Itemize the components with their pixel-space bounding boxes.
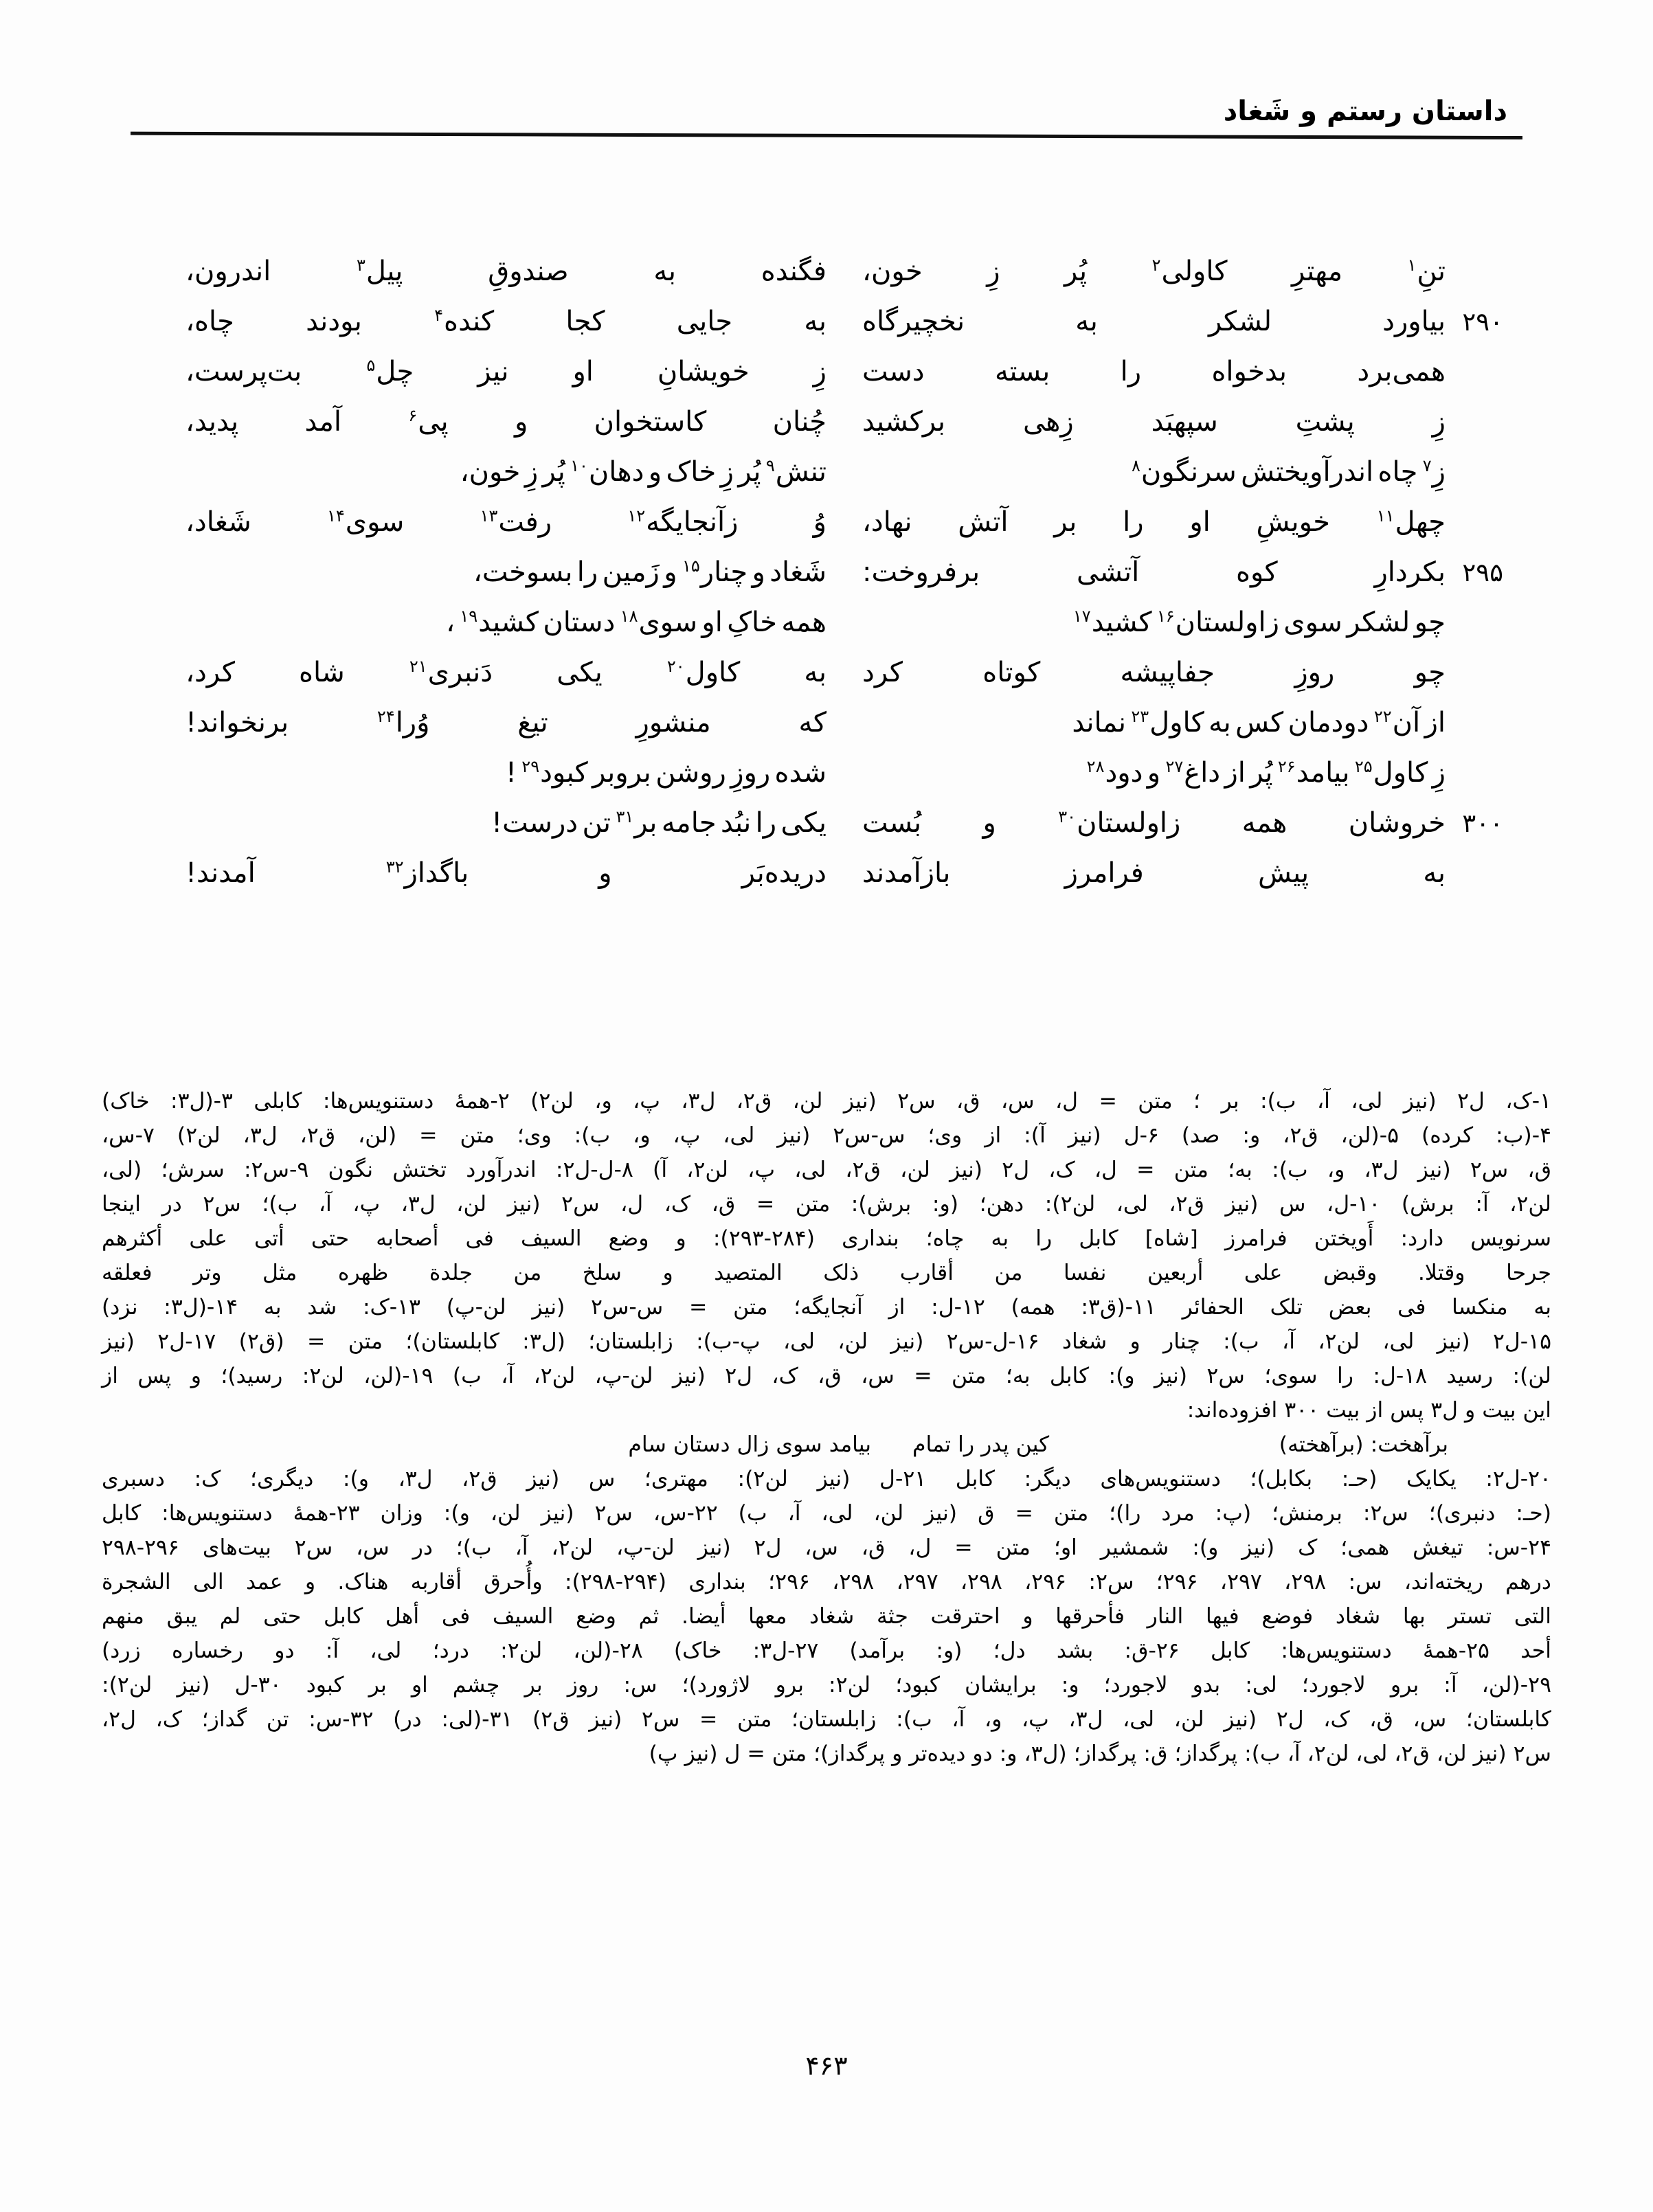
verse-word: کنده$^۴$ — [434, 305, 495, 337]
verse-word: چُنان — [772, 406, 826, 438]
hemistich — [185, 606, 826, 638]
hemistich — [862, 455, 1446, 488]
footnote-marker: ۶ — [408, 405, 418, 425]
verse-word: داغ$^{۲۷}$ — [1165, 756, 1221, 789]
verse-word: دست — [862, 356, 925, 387]
verse-word: چاه — [1378, 456, 1418, 488]
hemistich-second — [185, 305, 826, 337]
verse-word: زِ — [1432, 406, 1446, 438]
footnote-marker: ۱۱ — [1376, 506, 1395, 526]
hemistich-first — [826, 606, 1503, 638]
couplet — [185, 756, 1503, 809]
inserted-couplet-note: برآهخت: (برآهخته) — [1279, 1432, 1448, 1457]
couplet — [185, 405, 1503, 458]
verse-word: به — [1208, 707, 1231, 738]
inserted-couplet-left-hemistich — [871, 1427, 1448, 1462]
verse-word: برنخواند! — [185, 707, 289, 738]
verse-word: وُرا$^{۲۴}$ — [376, 706, 430, 738]
verse-word: لشکر — [1208, 306, 1272, 337]
verse-word: ، — [446, 607, 455, 638]
verse-word: زِ — [720, 456, 734, 488]
verse-word: همی‌برد — [1357, 356, 1446, 387]
footnote-marker: ۱ — [1407, 255, 1417, 275]
verse-word: زآنجایگه$^{۱۲}$ — [627, 506, 739, 538]
verse-word: کاولی$^۲$ — [1151, 255, 1228, 287]
verse-word: پُر — [1064, 256, 1088, 287]
verse-word: پُر — [738, 456, 761, 488]
verse-word: درست! — [491, 807, 578, 839]
verse-word: از — [1424, 707, 1446, 738]
verse-word: و — [598, 857, 612, 889]
verse-word: زِهی — [1022, 406, 1074, 438]
verse-word: تیغ — [517, 707, 548, 738]
verse-word: کرد — [862, 657, 903, 688]
verse-word: او — [701, 607, 723, 638]
verse-word: کس — [1235, 707, 1284, 738]
hemistich-first — [826, 806, 1503, 839]
verse-word: خون، — [460, 456, 521, 488]
apparatus-line: ۱۵-ل۲ (نیز لی، لن۲، آ، ب): چنار و شغاد ۱۶-ل-س۲ (نیز لن، لی، پ-ب): زابلستان؛ (ل۳: کابلستان)؛ متن = (ق۲) ۱۷-ل۲ (نیز — [102, 1329, 1552, 1354]
footnote-marker: ۲۹ — [521, 756, 540, 776]
apparatus-line: درهم ریخته‌اند، س: ۲۹۸، ۲۹۷، ۲۹۶؛ س۲: ۲۹۶، ۲۹۸، ۲۹۷، ۲۹۸، ۲۹۶؛ بنداری (۲۹۴-۲۹۸): وأُحرق أقاربه هناک. و عمد الی الشجرة — [102, 1570, 1551, 1594]
footnote-marker: ۱۲ — [627, 506, 646, 526]
running-head-title: داستان رستم و شَغاد — [1223, 95, 1507, 127]
verse-word: و — [1147, 757, 1161, 789]
couplet — [185, 558, 1503, 609]
footnote-marker: ۲۸ — [1086, 756, 1105, 776]
hemistich-first — [826, 255, 1503, 287]
verse-word: همه — [781, 607, 826, 638]
hemistich — [862, 806, 1446, 839]
verse-word: را — [755, 807, 777, 839]
verse-word: چل$^۵$ — [366, 355, 414, 387]
couplet — [185, 859, 1503, 910]
hemistich-second — [185, 656, 826, 688]
hemistich — [185, 656, 826, 688]
verse-word: دستان — [543, 607, 616, 638]
verse-word: پدید، — [185, 406, 239, 438]
hemistich-first — [826, 358, 1503, 385]
verse-word: بازآمدند — [862, 857, 951, 889]
verse-word: زِ$^۷$ — [1422, 455, 1446, 488]
verse-word: شَغاد، — [185, 506, 251, 538]
running-head-rule — [131, 132, 1522, 139]
verse-word: دهان$^{۱۰}$ — [570, 455, 644, 488]
apparatus-line: ۴-(ب: کرده) ۵-(لن، ق۲، و: صد) ۶-ل (نیز آ): از وی؛ س-س۲ (نیز لی، پ، و، ب): وی؛ متن = (لن، ق۲، ل۳، لن۲) ۷-س، — [102, 1123, 1551, 1148]
verse-word: خروشان — [1348, 807, 1446, 839]
verse-word: بروبر — [592, 757, 651, 789]
apparatus-line: ق، س۲ (نیز ل۳، و، ب): به؛ متن = ل، ک، ل۲ (نیز لن، ق۲، لی، پ، لن۲، آ) ۸-ل-ل۲: اندرآورد تختش نگون ۹-س۲: سرش؛ (لی، — [102, 1158, 1552, 1182]
verse-word: کشید$^{۱۷}$ — [1072, 606, 1152, 638]
apparatus-line: س۲ (نیز لن، ق۲، لی، لن۲، آ، ب): پرگداز؛ ق: پرگداز؛ (ل۳، و: دو دیده‌تر و پرگداز)؛ متن = ل (نیز پ) — [649, 1741, 1551, 1766]
footnote-marker: ۳۲ — [385, 857, 404, 877]
verse-word: کوه — [1236, 556, 1278, 588]
verse-word: شَغاد — [769, 556, 826, 588]
verse-word: پُر — [542, 456, 565, 488]
verse-word: چاه، — [185, 306, 234, 337]
verse-line-number: ۲۹۵ — [1462, 558, 1503, 587]
hemistich-second — [185, 255, 826, 287]
verse-word: زِ — [1432, 757, 1446, 789]
footnote-marker: ۵ — [366, 355, 376, 375]
couplet — [185, 656, 1503, 709]
hemistich — [185, 558, 826, 586]
verse-word: زِ — [987, 256, 1000, 287]
apparatus-line: جرحا وقتلا. وقبض علی أربعین نفسا من أقارب ذلک المتصید و سلخ من جلدة ظهره مثل وتر فعلقه — [102, 1261, 1551, 1285]
hemistich — [862, 255, 1446, 287]
verse-word: را — [1120, 356, 1142, 387]
verse-word: آن$^{۲۲}$ — [1373, 706, 1421, 738]
hemistich — [862, 358, 1446, 385]
verse-word: مهترِ — [1292, 256, 1343, 287]
couplet — [185, 606, 1503, 659]
couplet — [185, 508, 1503, 558]
footnote-marker: ۳ — [357, 255, 366, 275]
verse-word: چنار$^{۱۵}$ — [682, 556, 748, 588]
apparatus-line: سرنویس دارد: أَویختن فرامرز [شاه] کابل را به چاه؛ بنداری (۲۸۴-۲۹۳): و وضع السیف فی أصحابه حتی أتی علی أکثرهم — [102, 1226, 1551, 1251]
hemistich-first — [826, 508, 1503, 536]
footnote-marker: ۲۵ — [1354, 756, 1373, 776]
verse-word: بت‌پرست، — [185, 356, 302, 387]
verse-word: نیز — [477, 356, 509, 387]
footnote-marker: ۲ — [1151, 255, 1161, 275]
footnote-marker: ۲۰ — [666, 656, 685, 676]
hemistich — [185, 706, 826, 738]
verse-word: به — [804, 306, 826, 337]
verse-word: دَنبری$^{۲۱}$ — [409, 656, 493, 688]
verse-word: بسته — [994, 356, 1050, 387]
hemistich-second — [185, 706, 826, 738]
verse-word: بدخواه — [1211, 356, 1287, 387]
hemistich-first — [826, 455, 1503, 488]
verse-word: تنِ$^۱$ — [1407, 255, 1446, 287]
footnote-marker: ۴ — [434, 305, 444, 325]
verse-word: بکردارِ — [1374, 556, 1446, 588]
footnote-marker: ۳۱ — [616, 806, 634, 826]
verse-word: جایی — [676, 306, 733, 337]
verse-word: پی$^۶$ — [408, 405, 449, 438]
hemistich — [185, 806, 826, 839]
hemistich — [185, 859, 826, 887]
verse-word: یکی — [780, 807, 826, 839]
apparatus-line: این بیت و ل۳ پس از بیت ۳۰۰ افزوده‌اند: — [1187, 1398, 1551, 1423]
hemistich-second — [185, 405, 826, 438]
apparatus-line: ۲۰-ل۲: یکایک (حـ: بکابل)؛ دستنویس‌های دیگر: کابل ۲۱-ل (نیز لن۲): مهتری؛ س (نیز ق۲، ل۳، و): دیگری؛ ک: دسبری — [102, 1467, 1551, 1491]
verse-word: ! — [505, 757, 517, 789]
hemistich-first — [826, 859, 1503, 887]
apparatus-inserted-couplet — [102, 1427, 1551, 1462]
apparatus-line: ۲۴-س: تیغش همی؛ ک (نیز و): شمشیر او؛ متن = ل، ق، س، ل۲ (نیز لن-پ، لن۲، آ، ب)؛ در س، س۲ بیت‌های ۲۹۶-۲۹۸ — [102, 1535, 1551, 1560]
hemistich-first — [826, 408, 1503, 436]
footnote-marker: ۱۷ — [1072, 606, 1091, 626]
hemistich-second — [185, 455, 826, 488]
footnote-marker: ۱۵ — [682, 556, 700, 576]
footnote-marker: ۹ — [765, 455, 775, 475]
hemistich — [862, 308, 1446, 335]
verse-word: به — [804, 657, 826, 688]
verse-word: سپهبَد — [1151, 406, 1218, 438]
footnote-marker: ۱۴ — [327, 506, 345, 526]
verse-word: به — [1075, 306, 1098, 337]
hemistich-first — [826, 558, 1503, 586]
verse-word: چو — [1414, 607, 1446, 638]
hemistich-first — [826, 756, 1503, 789]
verse-word: خویشِ — [1256, 506, 1331, 538]
verse-word: روشن — [655, 757, 726, 789]
hemistich-second — [185, 859, 826, 887]
verse-word: چو — [1414, 657, 1446, 688]
hemistich — [862, 558, 1446, 586]
verse-word: زِ — [813, 356, 826, 387]
verse-word: بُست — [862, 807, 922, 839]
verse-word: منشورِ — [636, 707, 711, 738]
hemistich-first — [826, 659, 1503, 686]
verse-word: آتشی — [1076, 556, 1140, 588]
hemistich-second — [185, 558, 826, 586]
hemistich — [862, 508, 1446, 536]
couplet — [185, 305, 1503, 358]
apparatus-line: ۲۹-(لن، آ: برو لاجورد؛ لی: بدو لاجورد؛ و: برایشان کبود؛ لن۲: برو لاژورد)؛ س: روز بر چشم او بر کبود ۳۰-ل (نیز لن۲): — [102, 1673, 1551, 1697]
hemistich-second — [185, 508, 826, 536]
verse-word: باگداز$^{۳۲}$ — [385, 857, 469, 889]
verse-word: کرد، — [185, 657, 235, 688]
inserted-couplet-left-text: بیامد سوی زال دستان سام — [628, 1432, 871, 1457]
apparatus-part-two — [102, 1462, 1551, 1771]
verse-word: بیاورد — [1382, 306, 1446, 337]
verse-word: خویشانِ — [657, 356, 750, 387]
hemistich — [862, 706, 1446, 738]
verse-word: دود$^{۲۸}$ — [1086, 756, 1143, 789]
footnote-marker: ۲۴ — [376, 706, 395, 726]
verse-word: زاولستان$^{۳۰}$ — [1058, 806, 1181, 839]
verse-word: را — [576, 556, 598, 588]
hemistich — [185, 756, 826, 789]
hemistich — [185, 455, 826, 488]
verse-word: و — [664, 556, 677, 588]
verse-word: تنش$^۹$ — [765, 455, 826, 488]
apparatus-line: أحد ۲۵-همهٔ دستنویس‌ها: کابل ۲۶-ق: بشد دل؛ (و: برآمد) ۲۷-ل۳: خاک) ۲۸-(لن، لن۲: درد؛ لی، آ: دو رخساره زرد) — [102, 1638, 1551, 1663]
verse-word: جفاپیشه — [1120, 657, 1215, 688]
verse-word: و — [982, 807, 996, 839]
verse-word: و — [514, 406, 528, 438]
verse-word: کوتاه — [982, 657, 1041, 688]
critical-apparatus — [102, 1084, 1551, 1771]
couplet — [185, 806, 1503, 859]
hemistich — [185, 255, 826, 287]
inserted-couplet-right-hemistich — [294, 1427, 871, 1462]
hemistich — [862, 859, 1446, 887]
hemistich — [862, 408, 1446, 436]
verse-word: سوی$^{۱۴}$ — [327, 506, 405, 538]
footnote-marker: ۱۸ — [620, 606, 638, 626]
running-head — [131, 96, 1522, 139]
verse-word: روزِ — [730, 757, 771, 789]
verse-word: برفروخت: — [862, 556, 980, 588]
hemistich — [185, 405, 826, 438]
footnote-marker: ۱۶ — [1156, 606, 1175, 626]
verse-word: دودمان — [1287, 707, 1369, 738]
verse-word: زِ — [524, 456, 539, 488]
hemistich-second — [185, 355, 826, 387]
hemistich-second — [185, 606, 826, 638]
apparatus-line: التی تستر بها شغاد فوضع فیها النار فأحرقها و احترقت جثة شغاد معها أیضا. ثم وضع السیف فی أهل کابل حتی لم یبق منهم — [102, 1604, 1551, 1629]
verse-word: خاک — [666, 456, 717, 488]
verse-word: چهل$^{۱۱}$ — [1376, 506, 1446, 538]
apparatus-line: ۱-ک، ل۲ (نیز لی، آ، ب): بر ؛ متن = ل، س، ق، س۲ (نیز لن، ق۲، ل۳، پ، و، لن۲) ۲-همهٔ دستنویس‌ها: کابلی ۳-(ل۳: خاک) — [102, 1089, 1551, 1114]
footnote-marker: ۲۲ — [1373, 706, 1392, 726]
verse-word: برکشید — [862, 406, 946, 438]
verse-word: آمد — [304, 406, 342, 438]
hemistich — [185, 305, 826, 337]
footnote-marker: ۸ — [1131, 455, 1140, 475]
verse-word: پیش — [1257, 857, 1309, 889]
verse-word: وُ — [813, 506, 826, 538]
verse-word: بر$^{۳۱}$ — [616, 806, 657, 839]
hemistich — [862, 659, 1446, 686]
apparatus-part-one — [102, 1084, 1551, 1427]
verse-word: و — [648, 456, 662, 488]
verse-word: بر — [1054, 506, 1077, 538]
verse-word: که — [798, 707, 826, 738]
verse-word: نهاد، — [862, 506, 912, 538]
verse-word: کاول$^{۲۵}$ — [1354, 756, 1428, 789]
verse-word: صندوقِ — [488, 256, 569, 287]
hemistich — [862, 756, 1446, 789]
footnote-marker: ۲۱ — [409, 656, 427, 676]
apparatus-line: (حـ: دنبری)؛ س۲: برمنش؛ (پ: مرد را)؛ متن = ق (نیز لن، لی، آ، ب) ۲۲-س، س۲ (نیز لن، و): وزان ۲۳-همهٔ دستنویس‌ها: کابل — [102, 1501, 1552, 1526]
hemistich-second — [185, 806, 826, 839]
verse-word: جامه — [661, 807, 717, 839]
hemistich-first — [826, 308, 1503, 335]
verse-word: را — [1123, 506, 1144, 538]
verse-word: زَمین — [602, 556, 660, 588]
verse-word: پیل$^۳$ — [357, 255, 403, 287]
verse-word: کاستخوان — [594, 406, 707, 438]
verse-word: به — [1423, 857, 1446, 889]
apparatus-line: به منکسا فی بعض تلک الحفائر ۱۱-(ق۳: همه) ۱۲-ل: از آنجایگه؛ متن = س-س۲ (نیز لن-پ) ۱۳-ک: شد به ۱۴-(ل۳: نزد) — [102, 1295, 1552, 1320]
verse-line-number: ۲۹۰ — [1462, 307, 1503, 337]
verse-word: کاول$^{۲۰}$ — [666, 656, 741, 688]
verse-word: تن — [582, 807, 611, 839]
verse-word: سوی$^{۱۸}$ — [620, 606, 697, 638]
apparatus-line: کابلستان؛ س، ق، ک، ل۲ (نیز لن، لی، ل۳، پ، و، آ، ب): زابلستان؛ متن = س۲ (نیز ق۲) ۳۱-(لی: در) ۳۲-س: تن گداز؛ ک، ل۲، — [102, 1707, 1551, 1732]
verse-word: او — [1189, 506, 1211, 538]
verse-word: نخچیرگاه — [862, 306, 965, 337]
verse-word: دریده‌بَر — [741, 857, 826, 889]
verse-word: کجا — [565, 306, 605, 337]
verse-word: یکی — [556, 657, 603, 688]
apparatus-line: لن۲، آ: برش) ۱۰-ل، س (نیز ق۲، لی، لن۲): دهن؛ (و: برش): متن = ق، ک، ل، س۲ (نیز لن، ل۳، پ، آ، ب)؛ س۲ در اینجا — [102, 1192, 1551, 1217]
verse-word: بودند — [306, 306, 362, 337]
folio-number: ۴۶۳ — [805, 2051, 848, 2081]
footnote-marker: ۳۰ — [1058, 806, 1077, 826]
verse-word: فرامرز — [1064, 857, 1144, 889]
verse-word: سرنگون$^۸$ — [1131, 455, 1237, 488]
verse-word: روزِ — [1294, 657, 1335, 688]
couplet — [185, 706, 1503, 759]
verse-word: خاکِ — [727, 607, 777, 638]
verse-word: فگنده — [761, 256, 826, 287]
verse-word: کبود$^{۲۹}$ — [521, 756, 588, 789]
verse-word: آمدند! — [185, 857, 256, 889]
footnote-marker: ۱۹ — [460, 606, 478, 626]
footnote-marker: ۲۶ — [1277, 756, 1296, 776]
verse-word: پشتِ — [1295, 406, 1355, 438]
inserted-couplet-right-text: کین پدر را تمام — [912, 1432, 1050, 1457]
couplet — [185, 355, 1503, 408]
couplet — [185, 255, 1503, 308]
verse-block — [185, 255, 1503, 910]
verse-word: کشید$^{۱۹}$ — [460, 606, 539, 638]
verse-word: از — [1224, 757, 1246, 789]
hemistich — [185, 508, 826, 536]
hemistich — [185, 355, 826, 387]
verse-word: رفت$^{۱۳}$ — [480, 506, 552, 538]
verse-word: خون، — [862, 256, 923, 287]
hemistich-first — [826, 706, 1503, 738]
verse-word: کاول$^{۲۳}$ — [1131, 706, 1204, 738]
apparatus-line: لن): رسید ۱۸-ل: را سوی؛ س۲ (نیز و): کابل به؛ متن = س، ق، ک، ل۲ (نیز لن-پ، لن۲، آ، ب) ۱۹-(لن، لن۲: رسید)؛ و پس از — [102, 1364, 1551, 1388]
footnote-marker: ۲۳ — [1131, 706, 1149, 726]
verse-word: بیامد$^{۲۶}$ — [1277, 756, 1350, 789]
hemistich-second — [185, 756, 826, 789]
verse-word: همه — [1241, 807, 1287, 839]
verse-word: اندرون، — [185, 256, 271, 287]
footnote-marker: ۷ — [1422, 455, 1432, 475]
couplet — [185, 455, 1503, 508]
hemistich — [862, 606, 1446, 638]
verse-word: زاولستان$^{۱۶}$ — [1156, 606, 1279, 638]
verse-word: بسوخت، — [473, 556, 573, 588]
verse-word: شاه — [299, 657, 345, 688]
verse-word: آتش — [958, 506, 1009, 538]
verse-word: به — [653, 256, 676, 287]
verse-line-number: ۳۰۰ — [1462, 809, 1503, 838]
verse-word: شده — [774, 757, 826, 789]
verse-word: نبُد — [721, 807, 752, 839]
verse-word: سوی — [1283, 607, 1342, 638]
verse-word: لشکر — [1347, 607, 1410, 638]
verse-word: و — [752, 556, 765, 588]
verse-word: نماند — [1072, 707, 1126, 738]
footnote-marker: ۱۰ — [570, 455, 588, 475]
footnote-marker: ۱۳ — [480, 506, 498, 526]
verse-word: او — [572, 356, 594, 387]
verse-word: اندرآویختش — [1241, 456, 1374, 488]
footnote-marker: ۲۷ — [1165, 756, 1184, 776]
verse-word: پُر — [1250, 757, 1273, 789]
